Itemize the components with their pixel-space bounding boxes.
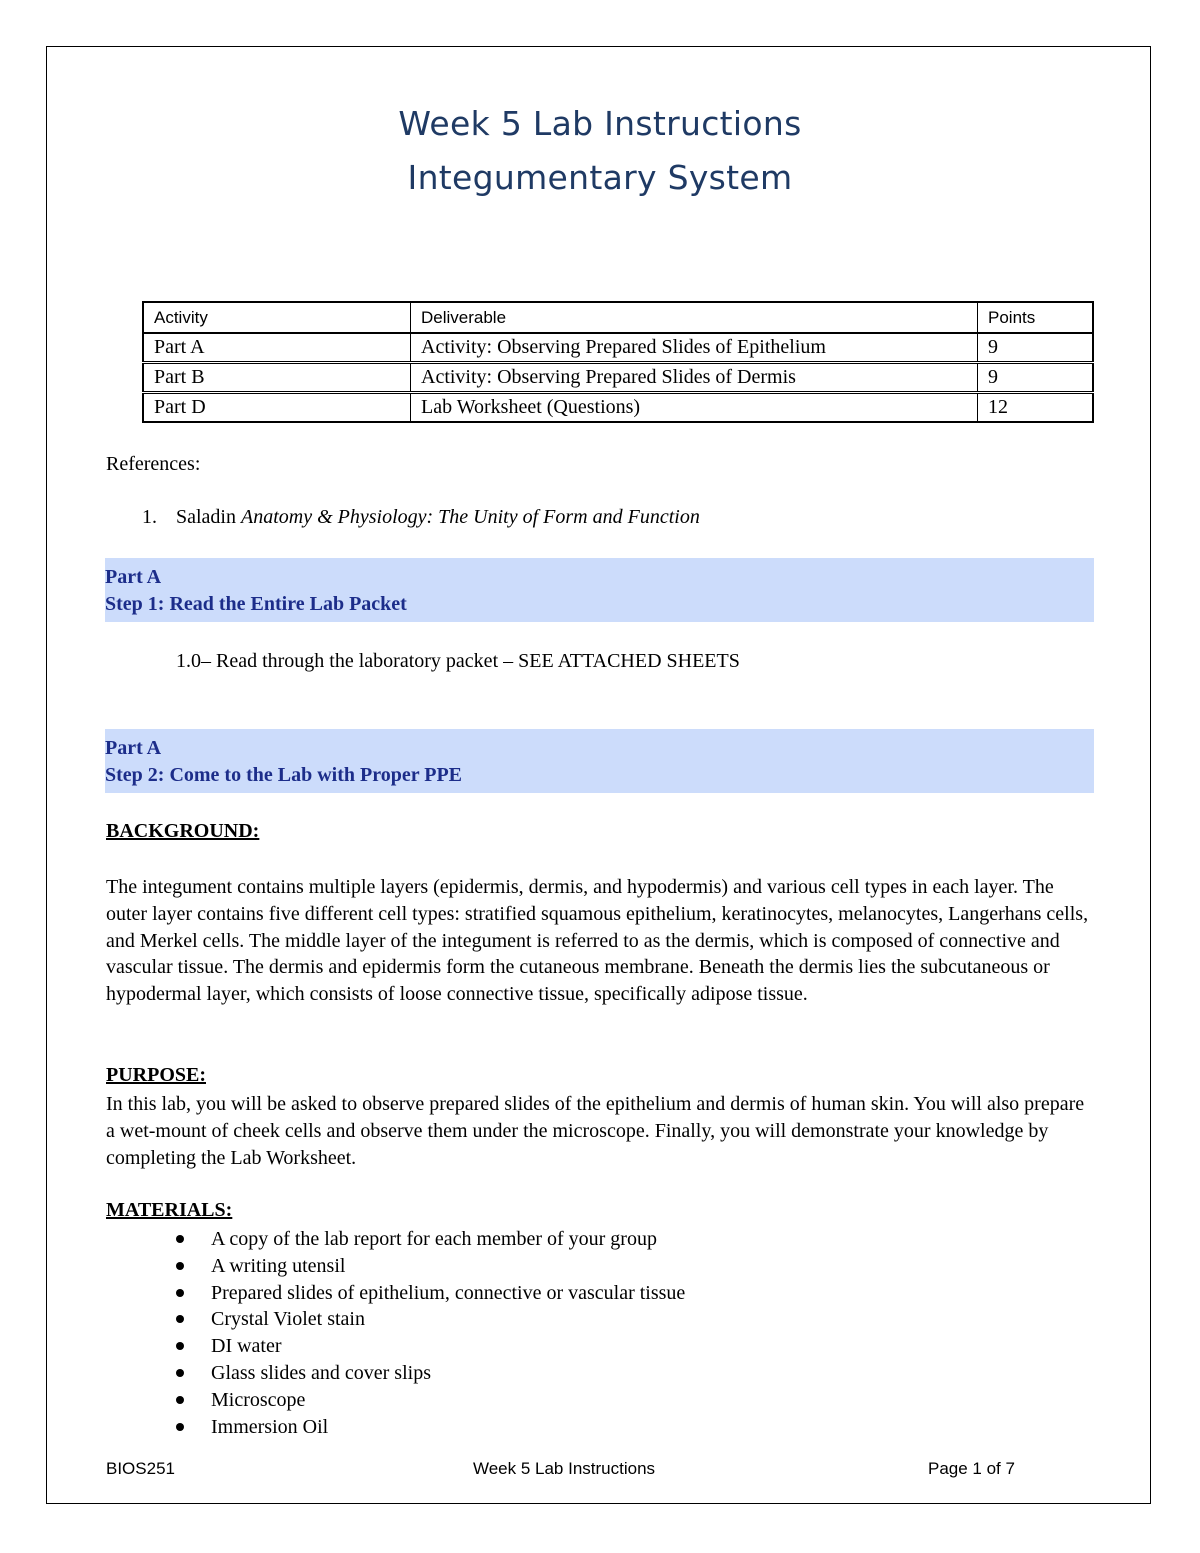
list-item: Microscope: [170, 1387, 685, 1414]
cell-deliverable: Lab Worksheet (Questions): [411, 393, 978, 423]
bullet-icon: [176, 1396, 184, 1404]
footer-page-number: Page 1 of 7: [928, 1459, 1015, 1478]
footer-document-name: Week 5 Lab Instructions: [472, 1459, 656, 1478]
table-row: [143, 393, 1093, 423]
purpose-text: In this lab, you will be asked to observe prepared slides of the epithelium and dermis of human skin. You will also prepare a wet-mount of cheek cells and observe them under the microscope. Finally, you will demonstrate your knowledge by completing the Lab Worksheet.: [106, 1093, 1085, 1169]
references-label: References:: [106, 453, 201, 475]
section-header-step2: [105, 729, 1094, 793]
document-title: Week 5 Lab Instructions: [398, 104, 802, 143]
list-item: DI water: [170, 1333, 685, 1360]
step1-instruction: 1.0– Read through the laboratory packet – SEE ATTACHED SHEETS: [176, 650, 740, 672]
cell-deliverable: Activity: Observing Prepared Slides of Dermis: [411, 363, 978, 393]
list-item: Glass slides and cover slips: [170, 1360, 685, 1387]
reference-number: 1.: [142, 506, 157, 528]
bullet-icon: [176, 1262, 184, 1270]
header-activity: Activity: [143, 302, 411, 333]
cell-activity: Part A: [143, 333, 411, 363]
list-item: Immersion Oil: [170, 1414, 685, 1441]
footer-course-code: BIOS251: [106, 1459, 175, 1478]
section-header-step1: [105, 558, 1094, 622]
list-item: A copy of the lab report for each member of your group: [170, 1226, 685, 1253]
bullet-icon: [176, 1289, 184, 1297]
cell-deliverable: Activity: Observing Prepared Slides of Epithelium: [411, 333, 978, 363]
materials-heading: MATERIALS:: [106, 1199, 233, 1221]
background-heading: BACKGROUND:: [106, 820, 260, 842]
reference-item: [142, 506, 700, 529]
bullet-icon: [176, 1315, 184, 1323]
reference-title: Anatomy & Physiology: The Unity of Form and Function: [241, 506, 700, 528]
materials-list: [170, 1226, 685, 1440]
header-points: Points: [978, 302, 1094, 333]
bullet-icon: [176, 1369, 184, 1377]
header-deliverable: Deliverable: [411, 302, 978, 333]
table-row: [143, 333, 1093, 363]
activities-table: [142, 301, 1094, 423]
list-item: A writing utensil: [170, 1253, 685, 1280]
bullet-icon: [176, 1423, 184, 1431]
document-subtitle: Integumentary System: [407, 158, 793, 197]
cell-activity: Part B: [143, 363, 411, 393]
bullet-icon: [176, 1342, 184, 1350]
section-part: Part A: [105, 566, 162, 588]
section-step: Step 1: Read the Entire Lab Packet: [105, 593, 407, 615]
table-row: [143, 363, 1093, 393]
purpose-heading: PURPOSE:: [106, 1064, 206, 1086]
bullet-icon: [176, 1235, 184, 1243]
table-header-row: [143, 302, 1093, 333]
cell-points: 9: [978, 363, 1094, 393]
list-item: Prepared slides of epithelium, connective or vascular tissue: [170, 1280, 685, 1307]
reference-author: Saladin: [176, 506, 236, 528]
cell-points: 12: [978, 393, 1094, 423]
background-text: The integument contains multiple layers (epidermis, dermis, and hypodermis) and various cell types in each layer. The outer layer contains five different cell types: stratified squamous epithelium, keratinocytes, melanocytes, Langerhans cells, and Merkel cells. The middle layer of the integument is referred to as the dermis, which is composed of connective and vascular tissue. The dermis and epidermis form the cutaneous membrane. Beneath the dermis lies the subcutaneous or hypodermal layer, which consists of loose connective tissue, specifically adipose tissue.: [106, 876, 1089, 1006]
section-part: Part A: [105, 737, 162, 759]
list-item: Crystal Violet stain: [170, 1306, 685, 1333]
cell-activity: Part D: [143, 393, 411, 423]
cell-points: 9: [978, 333, 1094, 363]
section-step: Step 2: Come to the Lab with Proper PPE: [105, 764, 463, 786]
